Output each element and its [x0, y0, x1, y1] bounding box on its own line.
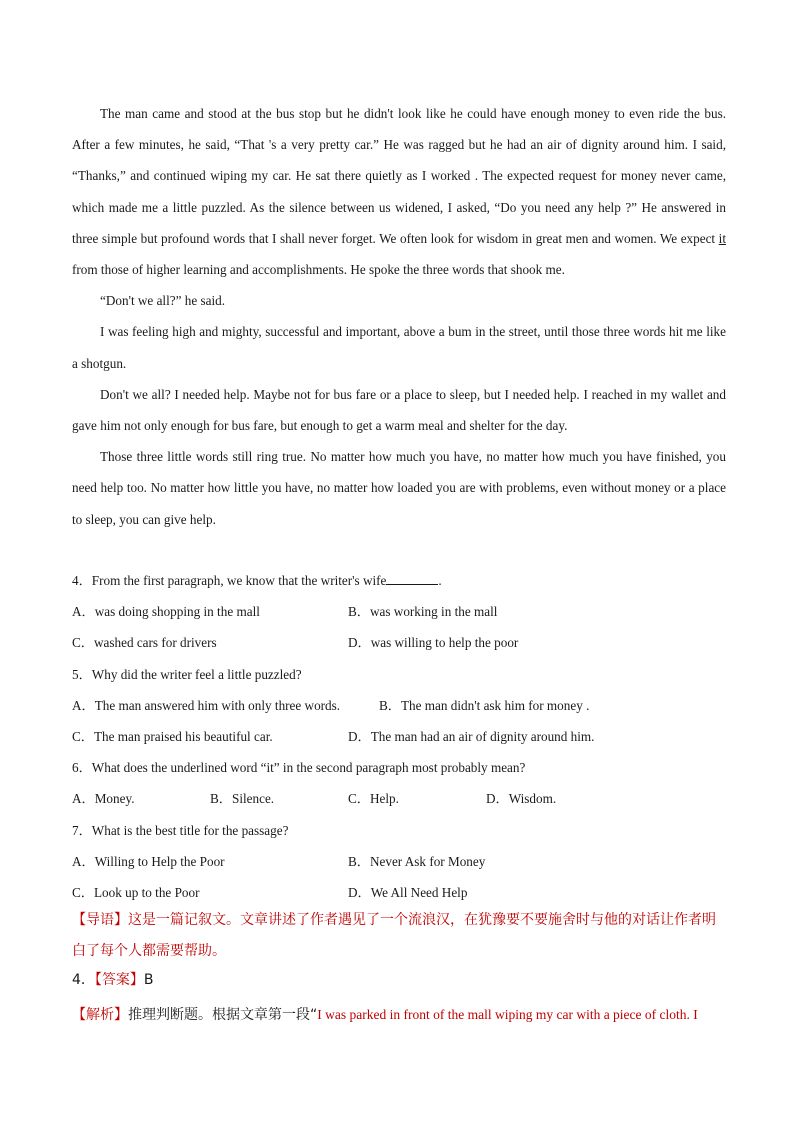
guide-label: 【导语】: [72, 912, 128, 928]
analysis-text: 推理判断题。根据文章第一段“: [128, 1007, 318, 1023]
question-7-stem: 7．What is the best title for the passage?: [72, 822, 289, 838]
question-4-end: .: [438, 573, 442, 588]
question-4-stem: [72, 565, 726, 596]
question-5-stem: 5．Why did the writer feel a little puzzled?: [72, 666, 302, 682]
analysis-label: 【解析】: [72, 1007, 128, 1023]
question-4-options-row-2: [72, 627, 726, 658]
question-4-option-a: A．was doing shopping in the mall: [72, 604, 260, 620]
answer-line: [72, 970, 154, 990]
question-6-option-c: C．Help.: [348, 791, 399, 807]
reading-passage: [72, 98, 726, 535]
question-6-option-a: A．Money.: [72, 791, 135, 807]
paragraph-1-text-a: The man came and stood at the bus stop but he didn't look like he could have enough money to even ride the bus. After a few minutes, he said, “That 's a very pretty car.” He was ragged but he had an air of dignity around him. I said, “Thanks,” and continued wiping my car. He sat there quietly as I worked . The expected request for money never came, which made me a little puzzled. As the silence between us widened, I asked, “Do you need any help ?” He answered in three simple but profound words that I shall never forget. We often look for wisdom in great men and women. We expect: [72, 106, 726, 246]
question-6-stem: 6．What does the underlined word “it” in the second paragraph most probably mean?: [72, 760, 526, 776]
paragraph-4: Don't we all? I needed help. Maybe not for bus fare or a place to sleep, but I needed help. I reached in my wallet and gave him not only enough for bus fare, but enough to get a warm meal and shelter for the day.: [72, 386, 726, 434]
guide-section: [72, 905, 726, 967]
paragraph-2: “Don't we all?” he said.: [100, 293, 226, 309]
question-7-options-row-1: [72, 846, 726, 877]
question-5-option-c: C．The man praised his beautiful car.: [72, 729, 273, 745]
question-5-options-row-1: [72, 690, 726, 721]
question-7-options-row-2: [72, 877, 726, 908]
question-4-option-c: C．washed cars for drivers: [72, 635, 217, 651]
analysis-quote: I was parked in front of the mall wiping my car with a piece of cloth. I: [317, 1007, 698, 1022]
question-list: [72, 565, 726, 908]
question-7-option-c: C．Look up to the Poor: [72, 885, 200, 901]
question-6-options: [72, 783, 726, 814]
question-5-option-d: D．The man had an air of dignity around him.: [348, 729, 595, 745]
question-5-options-row-2: [72, 721, 726, 752]
answer-number: 4．: [72, 972, 95, 988]
question-5-option-b: B．The man didn't ask him for money .: [379, 697, 590, 713]
question-4-option-d: D．was willing to help the poor: [348, 635, 519, 651]
question-4-option-b: B．was working in the mall: [348, 604, 498, 620]
paragraph-1: [72, 98, 726, 285]
question-7-option-d: D．We All Need Help: [348, 885, 468, 901]
answer-label: 【答案】: [94, 972, 144, 988]
question-5-option-a: A．The man answered him with only three words.: [72, 697, 341, 713]
answer-value: B: [143, 972, 154, 988]
answer-blank: [386, 572, 438, 585]
question-4-options-row-1: [72, 596, 726, 627]
question-7-option-a: A．Willing to Help the Poor: [72, 853, 225, 869]
paragraph-3: I was feeling high and mighty, successful and important, above a bum in the street, until those three words hit me like a shotgun.: [72, 324, 726, 371]
paragraph-1-text-b: from those of higher learning and accomplishments. He spoke the three words that shook me.: [72, 262, 565, 278]
paragraph-5: Those three little words still ring true. No matter how much you have, no matter how much you have finished, you need help too. No matter how little you have, no matter how loaded you are with problems, even without money or a place to sleep, you can give help.: [72, 449, 726, 527]
guide-text: 这是一篇记叙文。文章讲述了作者遇见了一个流浪汉，在犹豫要不要施舍时与他的对话让作者明白了每个人都需要帮助。: [72, 912, 716, 959]
question-4-text: 4．From the first paragraph, we know that the writer's wife: [72, 573, 387, 588]
question-6-option-b: B．Silence.: [210, 791, 275, 807]
analysis-line: [72, 1003, 726, 1027]
underlined-word-it: it: [718, 230, 726, 246]
question-7-option-b: B．Never Ask for Money: [348, 853, 486, 869]
question-6-option-d: D．Wisdom.: [486, 791, 557, 807]
guide-paragraph: [72, 905, 726, 967]
